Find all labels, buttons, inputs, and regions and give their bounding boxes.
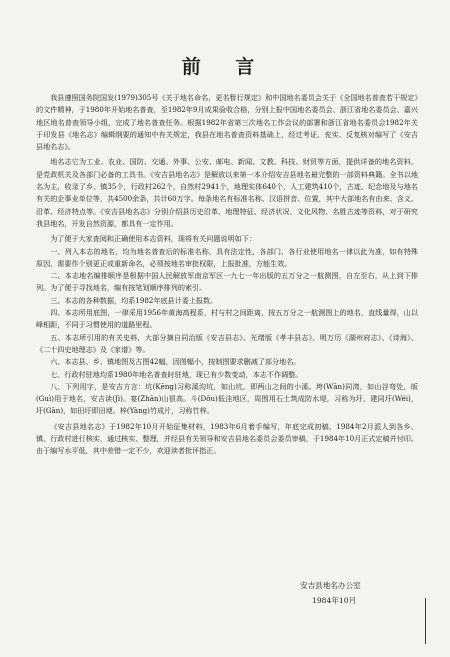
note-item-6: 六、本志县、乡、镇地图及古图42幅，因图幅小，按制图要求删减了部分地名。 <box>50 357 301 367</box>
signature-block <box>300 578 420 608</box>
note-item-4: 四、本志所用底图，一律采用1956年黄海高程系，村与村之间距离，按五万分之一航测图上的地名，直线量得，山以峰相距，不同于习惯使用的道路里程。 <box>36 308 418 330</box>
paragraph-purpose: 地名志它为工业、农业、国防、交通、外事、公安、邮电、新闻、文教、科技、财贸等方面，提供详备的地名资料，是党政机关及各部门必备的工具书。《安吉县地名志》是解放以来第一本介绍安吉县地名最完整的一部资料典籍。全书以地名为主，收录了乡、镇35个，行政村262个，自然村2941个，地理实体640个，人工建筑410个，古迹、纪念地及与地名有关的企事业单位等，共4500余条，共计60万字。每条地名有标准名称、汉语拼音、位置，其中大部地名有由来、含义、沿革、经济特点等。《安吉县地名志》分别介绍县历史沿革、地理特征、经济状况、文化风物、名胜古迹等资料，对于研究我县地名，开发自然资源，都具有一定作用。 <box>36 157 418 228</box>
body-text <box>36 92 418 458</box>
page-title: 前 言 <box>181 56 269 78</box>
note-item-1: 一、列入本志的地名，均为地名普查后的标准名称，具有法定性，各部门、各行业使用地名一律以此为准，如有特殊原因，需要作个别更正或重新命名，必须按地名审批权限，上报批准，方能生效。 <box>36 246 418 268</box>
signature-org: 安吉县地名办公室 <box>300 581 361 590</box>
note-item-7: 七、行政村驻地均系1980年地名普查时驻地，现已有少数变动，本志不作调整。 <box>50 369 303 379</box>
page-edge-mark <box>425 598 426 644</box>
signature-date: 1984年10月 <box>312 596 357 605</box>
note-item-3: 三、本志的各种数据，均系1982年底县计委上报数。 <box>50 295 218 305</box>
paragraph-notes-lead: 为了便于大家查阅和正确使用本志资料，现将有关问题说明如下： <box>50 234 256 244</box>
paragraph-closing: 《安吉县地名志》于1982年10月开始征集材料，1983年6月着手编写，年底完成初稿，1984年2月派人到各乡、镇、行政村进行核实，通过核实、整理，并经县有关领导和安吉县地名委员会委员审稿，于1984年10月正式定稿并付印。由于编写水平低，其中差错一定不少，欢迎读者批评指正。 <box>36 421 418 456</box>
note-item-8: 八、下列用字，是安吉方言：坑(Kēng)习称溪沟坑，如山坑，即两山之间的小溪。垮(Wān)同湾，如山谷弯处，皈(Guì)用于地名，安吉读(Jì)。宴(Zhān)山很高。斗(Dǒu)低洼地区，周围用石土筑成防水堤，习称为圩，建同圩(Wéi)，圩(Gān)，如田圩即田埂。梓(Yàng)竹成片，习称竹梓。 <box>36 381 418 416</box>
note-item-5: 五、本志所引用的有关史料，大部分摘自同治版《安吉县志》、光绪版《孝丰县志》、明万历《湖州府志》、《诗海》、《二十四史地理志》及《家谱》等。 <box>36 332 418 354</box>
paragraph-intro: 我县遵照国务院国发(1979)305号《关于地名命名，更名暂行规定》和中国地名委员会关于《全国地名普查若干规定》的文件精神，于1980年开始地名普查，至1982年9月成果验收合格，分别上报中国地名委员会、浙江省地名委员会、嘉兴地区地名普查领导小组，完成了地名普查任务。根据1982年省第三次地名工作会议的部署和浙江省地名委员会1982年关于印发县《地名志》编辑纲要的通知中有关规定，我县在地名普查资料基础上，经过考证、充实、反复核对编写了《安吉县地名志》。 <box>36 93 418 152</box>
note-item-2: 二、本志地名编排顺序是根据中国人民解放军南京军区一九七一年出版的五万分之一航测图，自左至右，从上到下排列。为了便于寻找地名，编有按笔划顺序排列的索引。 <box>36 271 418 293</box>
